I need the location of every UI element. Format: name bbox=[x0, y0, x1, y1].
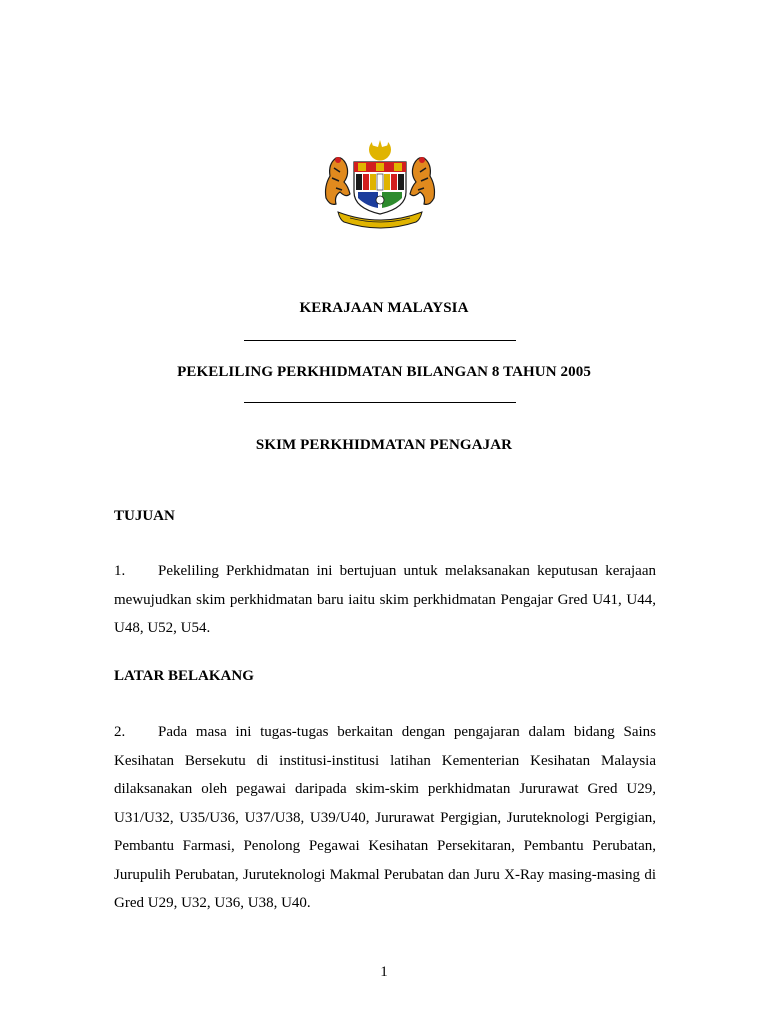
paragraph-number: 1. bbox=[114, 563, 126, 579]
title-divider-2 bbox=[244, 402, 516, 403]
paragraph-text: Pekeliling Perkhidmatan ini bertujuan untuk melaksanakan keputusan kerajaan mewujudkan skim perkhidmatan baru iaitu skim perkhidmatan Pengajar Gred U41, U44, U48, U52, U54. bbox=[114, 563, 656, 636]
document-subject: SKIM PERKHIDMATAN PENGAJAR bbox=[255, 437, 513, 453]
section-heading-latar-belakang: LATAR BELAKANG bbox=[114, 668, 254, 684]
page-number: 1 bbox=[380, 964, 388, 980]
circular-title: PEKELILING PERKHIDMATAN BILANGAN 8 TAHUN 2005 bbox=[177, 364, 591, 380]
paragraph-2 bbox=[114, 718, 656, 918]
section-heading-tujuan: TUJUAN bbox=[114, 508, 175, 524]
title-divider-1 bbox=[244, 340, 516, 341]
government-title: KERAJAAN MALAYSIA bbox=[299, 300, 469, 316]
paragraph-text: Pada masa ini tugas-tugas berkaitan dengan pengajaran dalam bidang Sains Kesihatan Bersekutu di institusi-institusi latihan Kementerian Kesihatan Malaysia dilaksanakan oleh pegawai daripada skim-skim perkhidmatan Jururawat Gred U29, U31/U32, U35/U36, U37/U38, U39/U40, Jururawat Pergigian, Juruteknologi Pergigian, Pembantu Farmasi, Penolong Pegawai Kesihatan Persekitaran, Pembantu Perubatan, Jurupulih Perubatan, Juruteknologi Makmal Perubatan dan Juru X-Ray masing-masing di Gred U29, U32, U36, U38, U40. bbox=[114, 724, 656, 911]
malaysia-coat-of-arms-icon bbox=[316, 138, 444, 234]
paragraph-1 bbox=[114, 557, 656, 643]
paragraph-number: 2. bbox=[114, 724, 126, 740]
